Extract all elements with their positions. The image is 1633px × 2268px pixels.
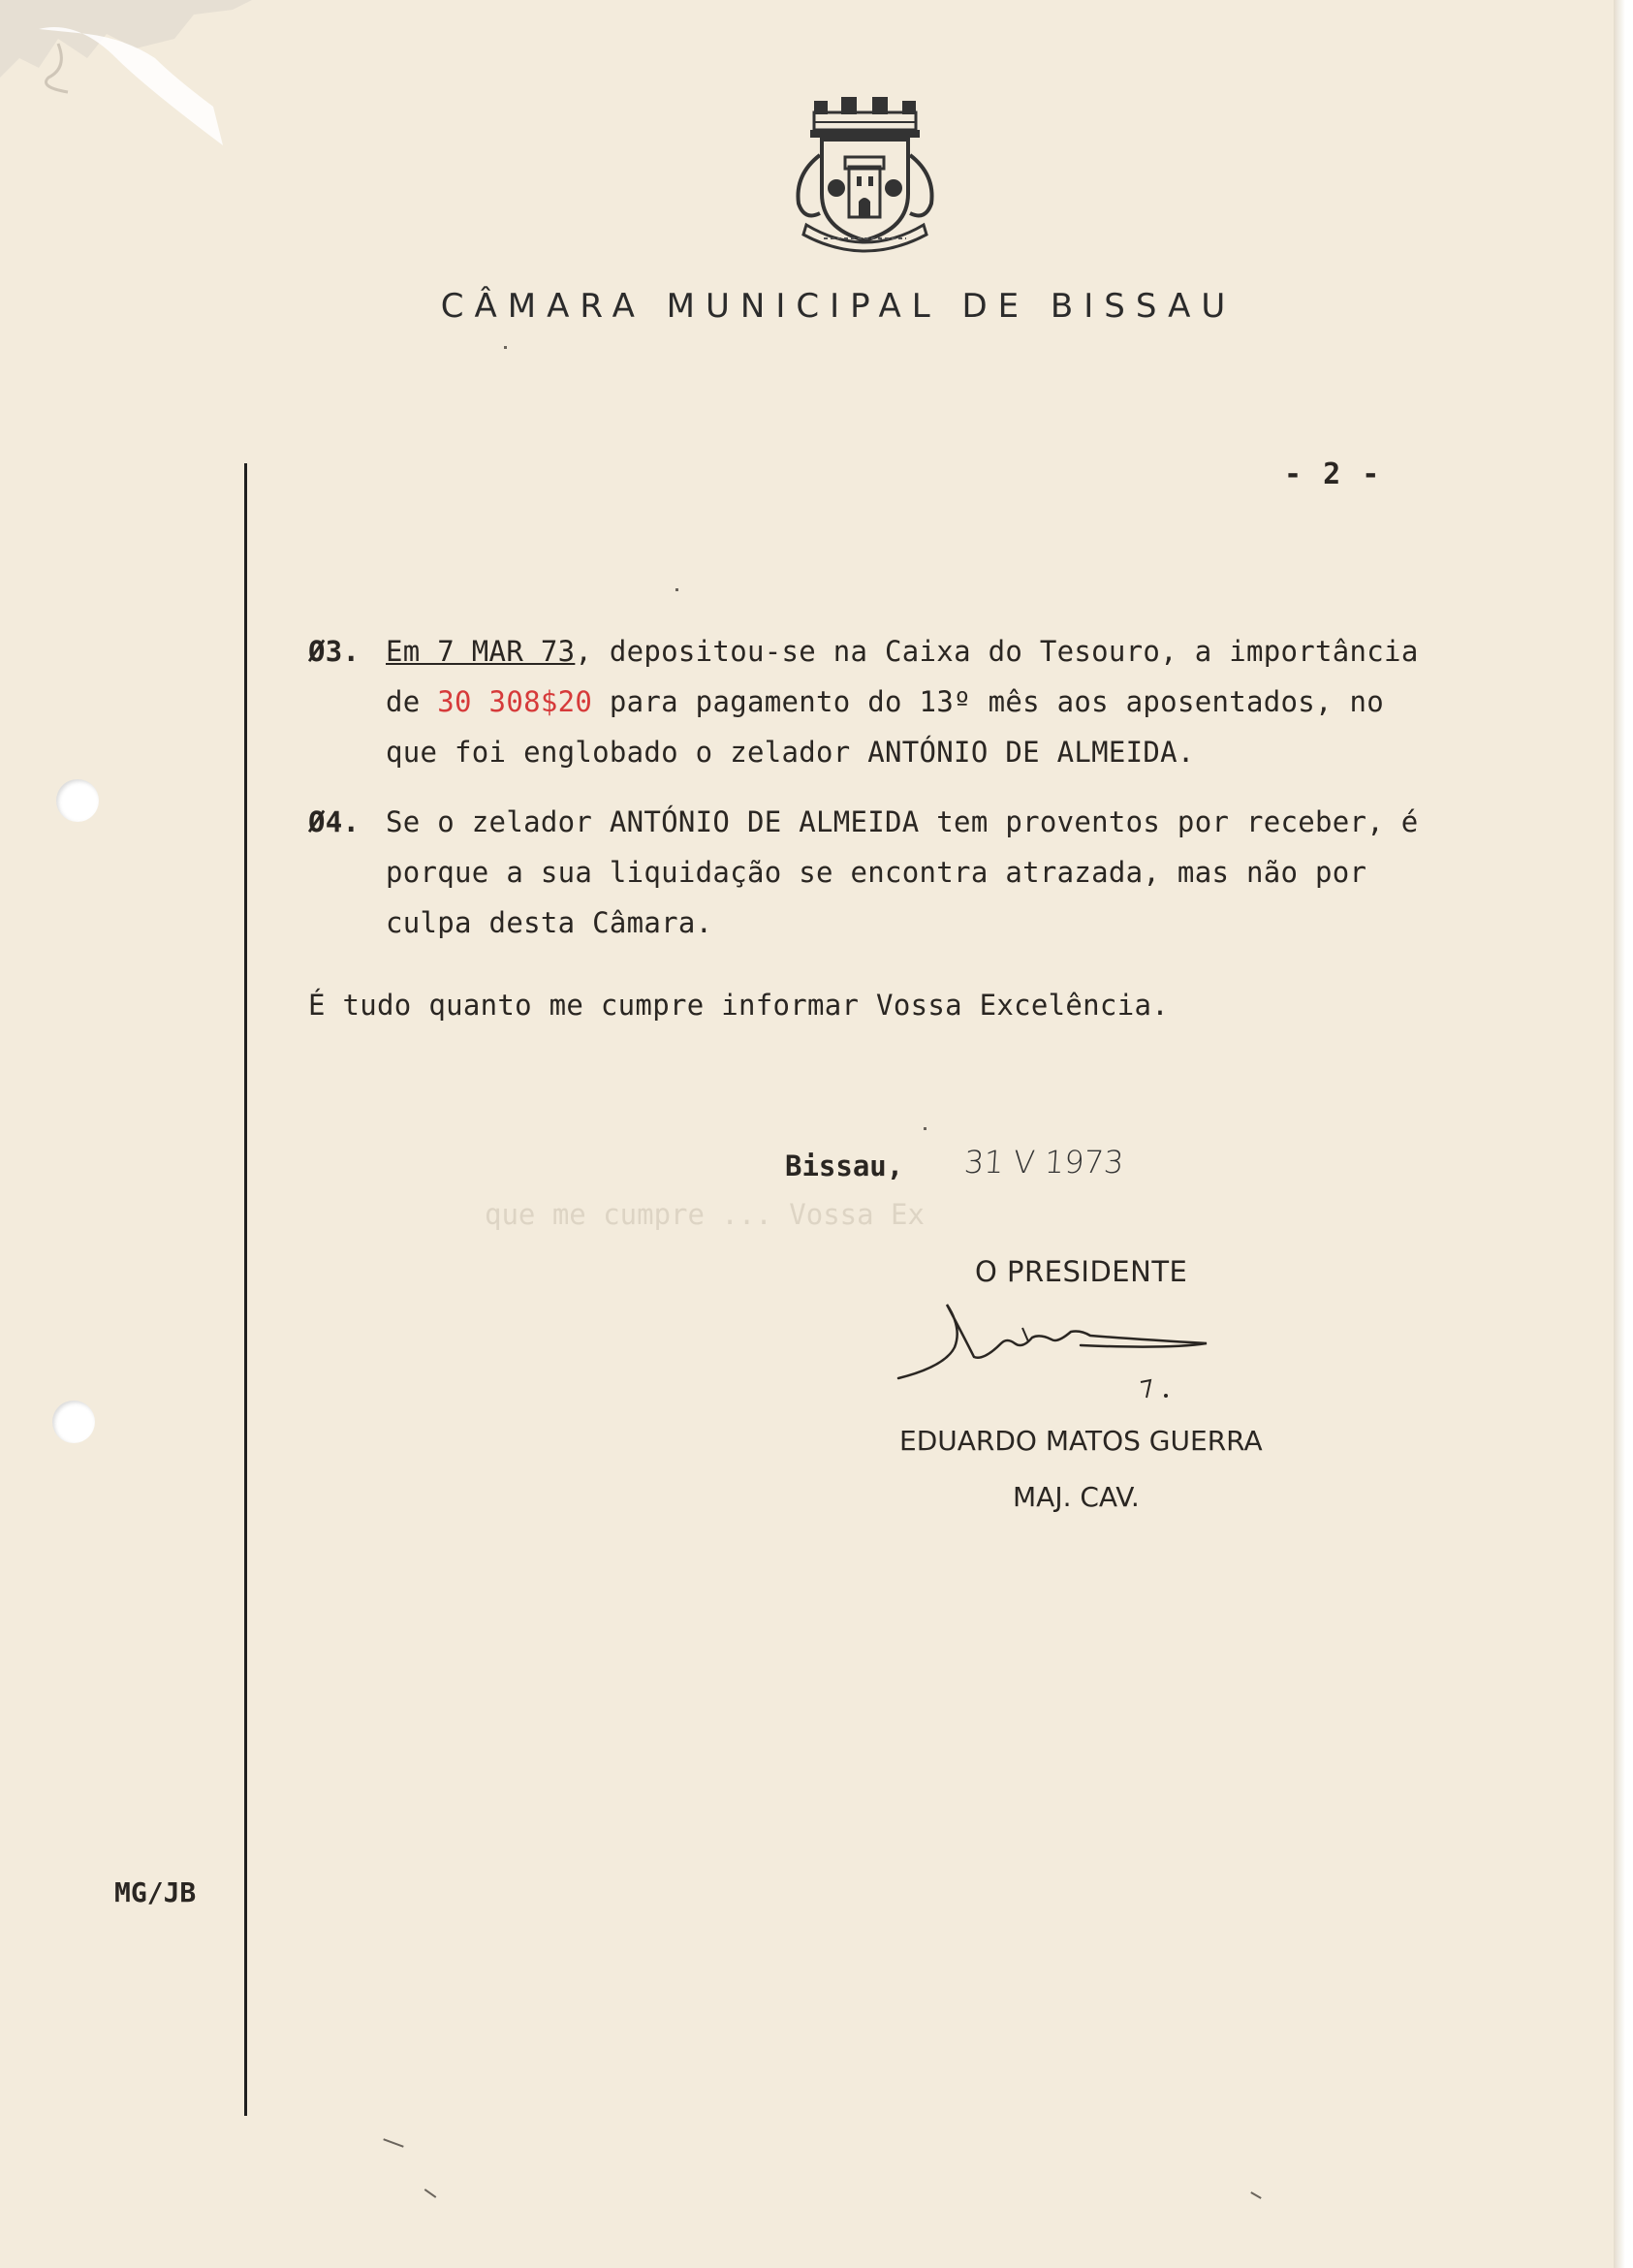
text-line: de 30 308$20 para pagamento do 13º mês aos aposentados, no (386, 685, 1385, 718)
item-text (386, 626, 1549, 777)
signatory-rank: MAJ. CAV. (1013, 1481, 1140, 1513)
paper-speck (675, 588, 678, 591)
punch-hole-bottom (52, 1401, 95, 1443)
reference-initials: MG/JB (114, 1876, 197, 1908)
torn-corner (0, 0, 252, 155)
item-number: Ø3. (308, 635, 361, 668)
punch-hole-top (56, 779, 99, 822)
signatory-title: O PRESIDENTE (975, 1255, 1188, 1288)
paper-speck (504, 346, 507, 349)
text-line: Se o zelador ANTÓNIO DE ALMEIDA tem proventos por receber, é (386, 805, 1419, 838)
text-line: porque a sua liquidação se encontra atrazada, mas não por (386, 856, 1367, 889)
item-text (386, 797, 1549, 948)
scan-edge (1614, 0, 1633, 2268)
coat-of-arms-icon (785, 97, 945, 257)
margin-rule (244, 463, 247, 2116)
date-reference: Em 7 MAR 73 (386, 635, 576, 668)
closing-sentence: É tudo quanto me cumpre informar Vossa Excelência. (308, 989, 1169, 1022)
show-through-text: que me cumpre ... Vossa Ex (485, 1198, 925, 1231)
institution-letterhead: CÂMARA MUNICIPAL DE BISSAU (440, 287, 1237, 326)
text-line: que foi englobado o zelador ANTÓNIO DE ALMEIDA. (386, 736, 1195, 769)
item-number: Ø4. (308, 805, 361, 838)
signature-icon (887, 1289, 1274, 1405)
text-line: culpa desta Câmara. (386, 906, 713, 939)
text-line: Em 7 MAR 73, depositou-se na Caixa do Tesouro, a importância (386, 635, 1419, 668)
signatory-name: EDUARDO MATOS GUERRA (899, 1425, 1263, 1457)
paper-speck (924, 1127, 926, 1130)
paper-speck (424, 2189, 437, 2198)
paper-speck (383, 2138, 403, 2147)
page-number: - 2 - (1284, 457, 1382, 491)
handwritten-date: 31 V 1973 (962, 1144, 1125, 1181)
paper-speck (1250, 2191, 1261, 2199)
place-name: Bissau, (785, 1150, 904, 1182)
amount-value: 30 308$20 (437, 685, 593, 718)
